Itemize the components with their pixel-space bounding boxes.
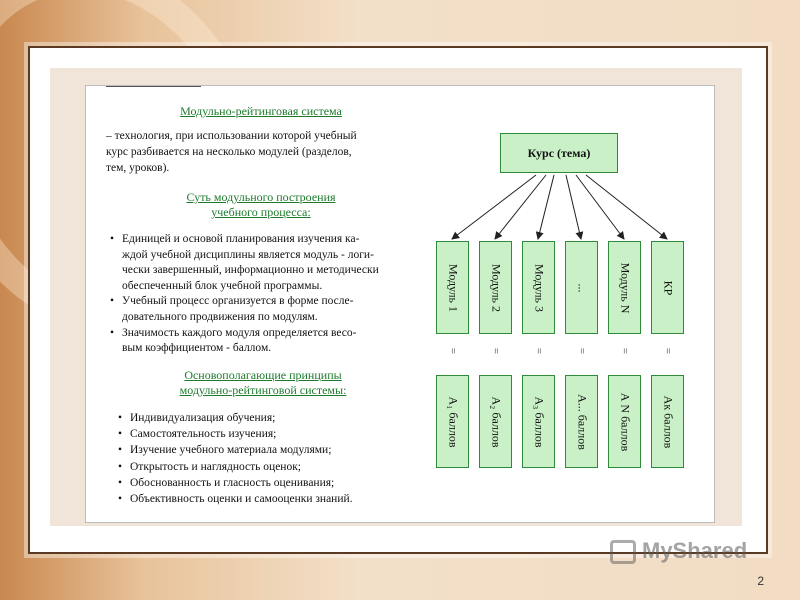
watermark-text: MyShared: [642, 538, 748, 563]
bullet-line: • Единицей и основой планирования изучения ка-: [108, 232, 418, 248]
principle-item: • Самостоятельность изучения;: [116, 426, 416, 442]
heading-line: модульно-рейтинговой системы:: [179, 383, 347, 397]
score-box: [479, 375, 512, 468]
principle-item: • Изучение учебного материала модулями;: [116, 442, 416, 458]
module-label: Модуль 1: [446, 263, 460, 312]
module-box: [436, 241, 469, 334]
bullet-line: • Учебный процесс организуется в форме после-: [108, 294, 418, 310]
score-label: А... баллов: [575, 393, 589, 450]
equals-sign: =: [446, 347, 459, 355]
principle-item: • Индивидуализация обучения;: [116, 410, 416, 426]
module-box: [651, 241, 684, 334]
bullet-line: вым коэффициентом - баллом.: [122, 342, 272, 355]
score-box: [651, 375, 684, 468]
score-box: [522, 375, 555, 468]
module-label: Модуль 3: [532, 263, 546, 312]
module-label: Модуль 2: [489, 263, 503, 312]
module-box: [608, 241, 641, 334]
equals-sign: =: [661, 347, 674, 355]
heading-line: Суть модульного построения: [186, 190, 336, 204]
score-box: [565, 375, 598, 468]
arrow: [495, 175, 546, 239]
module-box: [565, 241, 598, 334]
bullet-line: чески завершенный, информационно и методически: [122, 264, 379, 277]
arrow: [586, 175, 667, 239]
arrow: [576, 175, 624, 239]
document-image: [85, 85, 715, 523]
equals-sign: =: [575, 347, 588, 355]
equals-sign: =: [532, 347, 545, 355]
intro-line: курс разбивается на несколько модулей (разделов,: [106, 146, 352, 158]
arrow: [566, 175, 581, 239]
arrow: [452, 175, 536, 239]
score-label: А₃ баллов: [532, 395, 546, 448]
module-label: КР: [661, 280, 675, 295]
score-box: [608, 375, 641, 468]
score-box: [436, 375, 469, 468]
principle-item: • Обоснованность и гласность оценивания;: [116, 475, 416, 491]
page-number: 2: [757, 574, 764, 588]
intro-line: тем, уроков).: [106, 162, 170, 174]
intro-line: – технология, при использовании которой учебный: [106, 130, 357, 142]
bullet-line: • Значимость каждого модуля определяется весо-: [108, 326, 418, 342]
watermark-logo-icon: [610, 540, 636, 564]
module-box: [522, 241, 555, 334]
heading-line: Основополагающие принципы: [184, 368, 342, 382]
score-label: А₂ баллов: [489, 395, 503, 448]
principle-item: • Открытость и наглядность оценок;: [116, 459, 416, 475]
heading-line: учебного процесса:: [211, 205, 311, 219]
module-box: [479, 241, 512, 334]
equals-sign: =: [618, 347, 631, 355]
bullet-line: довательного продвижения по модулям.: [122, 310, 318, 323]
bullet-line: обеспеченный блок учебной программы.: [122, 279, 323, 292]
course-topic-box: Курс (тема): [500, 133, 618, 173]
score-label: Ак баллов: [661, 395, 675, 448]
arrow: [538, 175, 554, 239]
score-label: А₁ баллов: [446, 395, 460, 448]
module-label: Модуль N: [618, 262, 632, 313]
score-label: А N баллов: [618, 392, 632, 451]
equals-sign: =: [489, 347, 502, 355]
heading-modular-rating-system: Модульно-рейтинговая система: [180, 104, 342, 118]
bullet-line: ждой учебной дисциплины является модуль - логи-: [122, 248, 374, 261]
principle-item: • Объективность оценки и самооценки знаний.: [116, 491, 416, 507]
module-label: ...: [575, 283, 589, 292]
